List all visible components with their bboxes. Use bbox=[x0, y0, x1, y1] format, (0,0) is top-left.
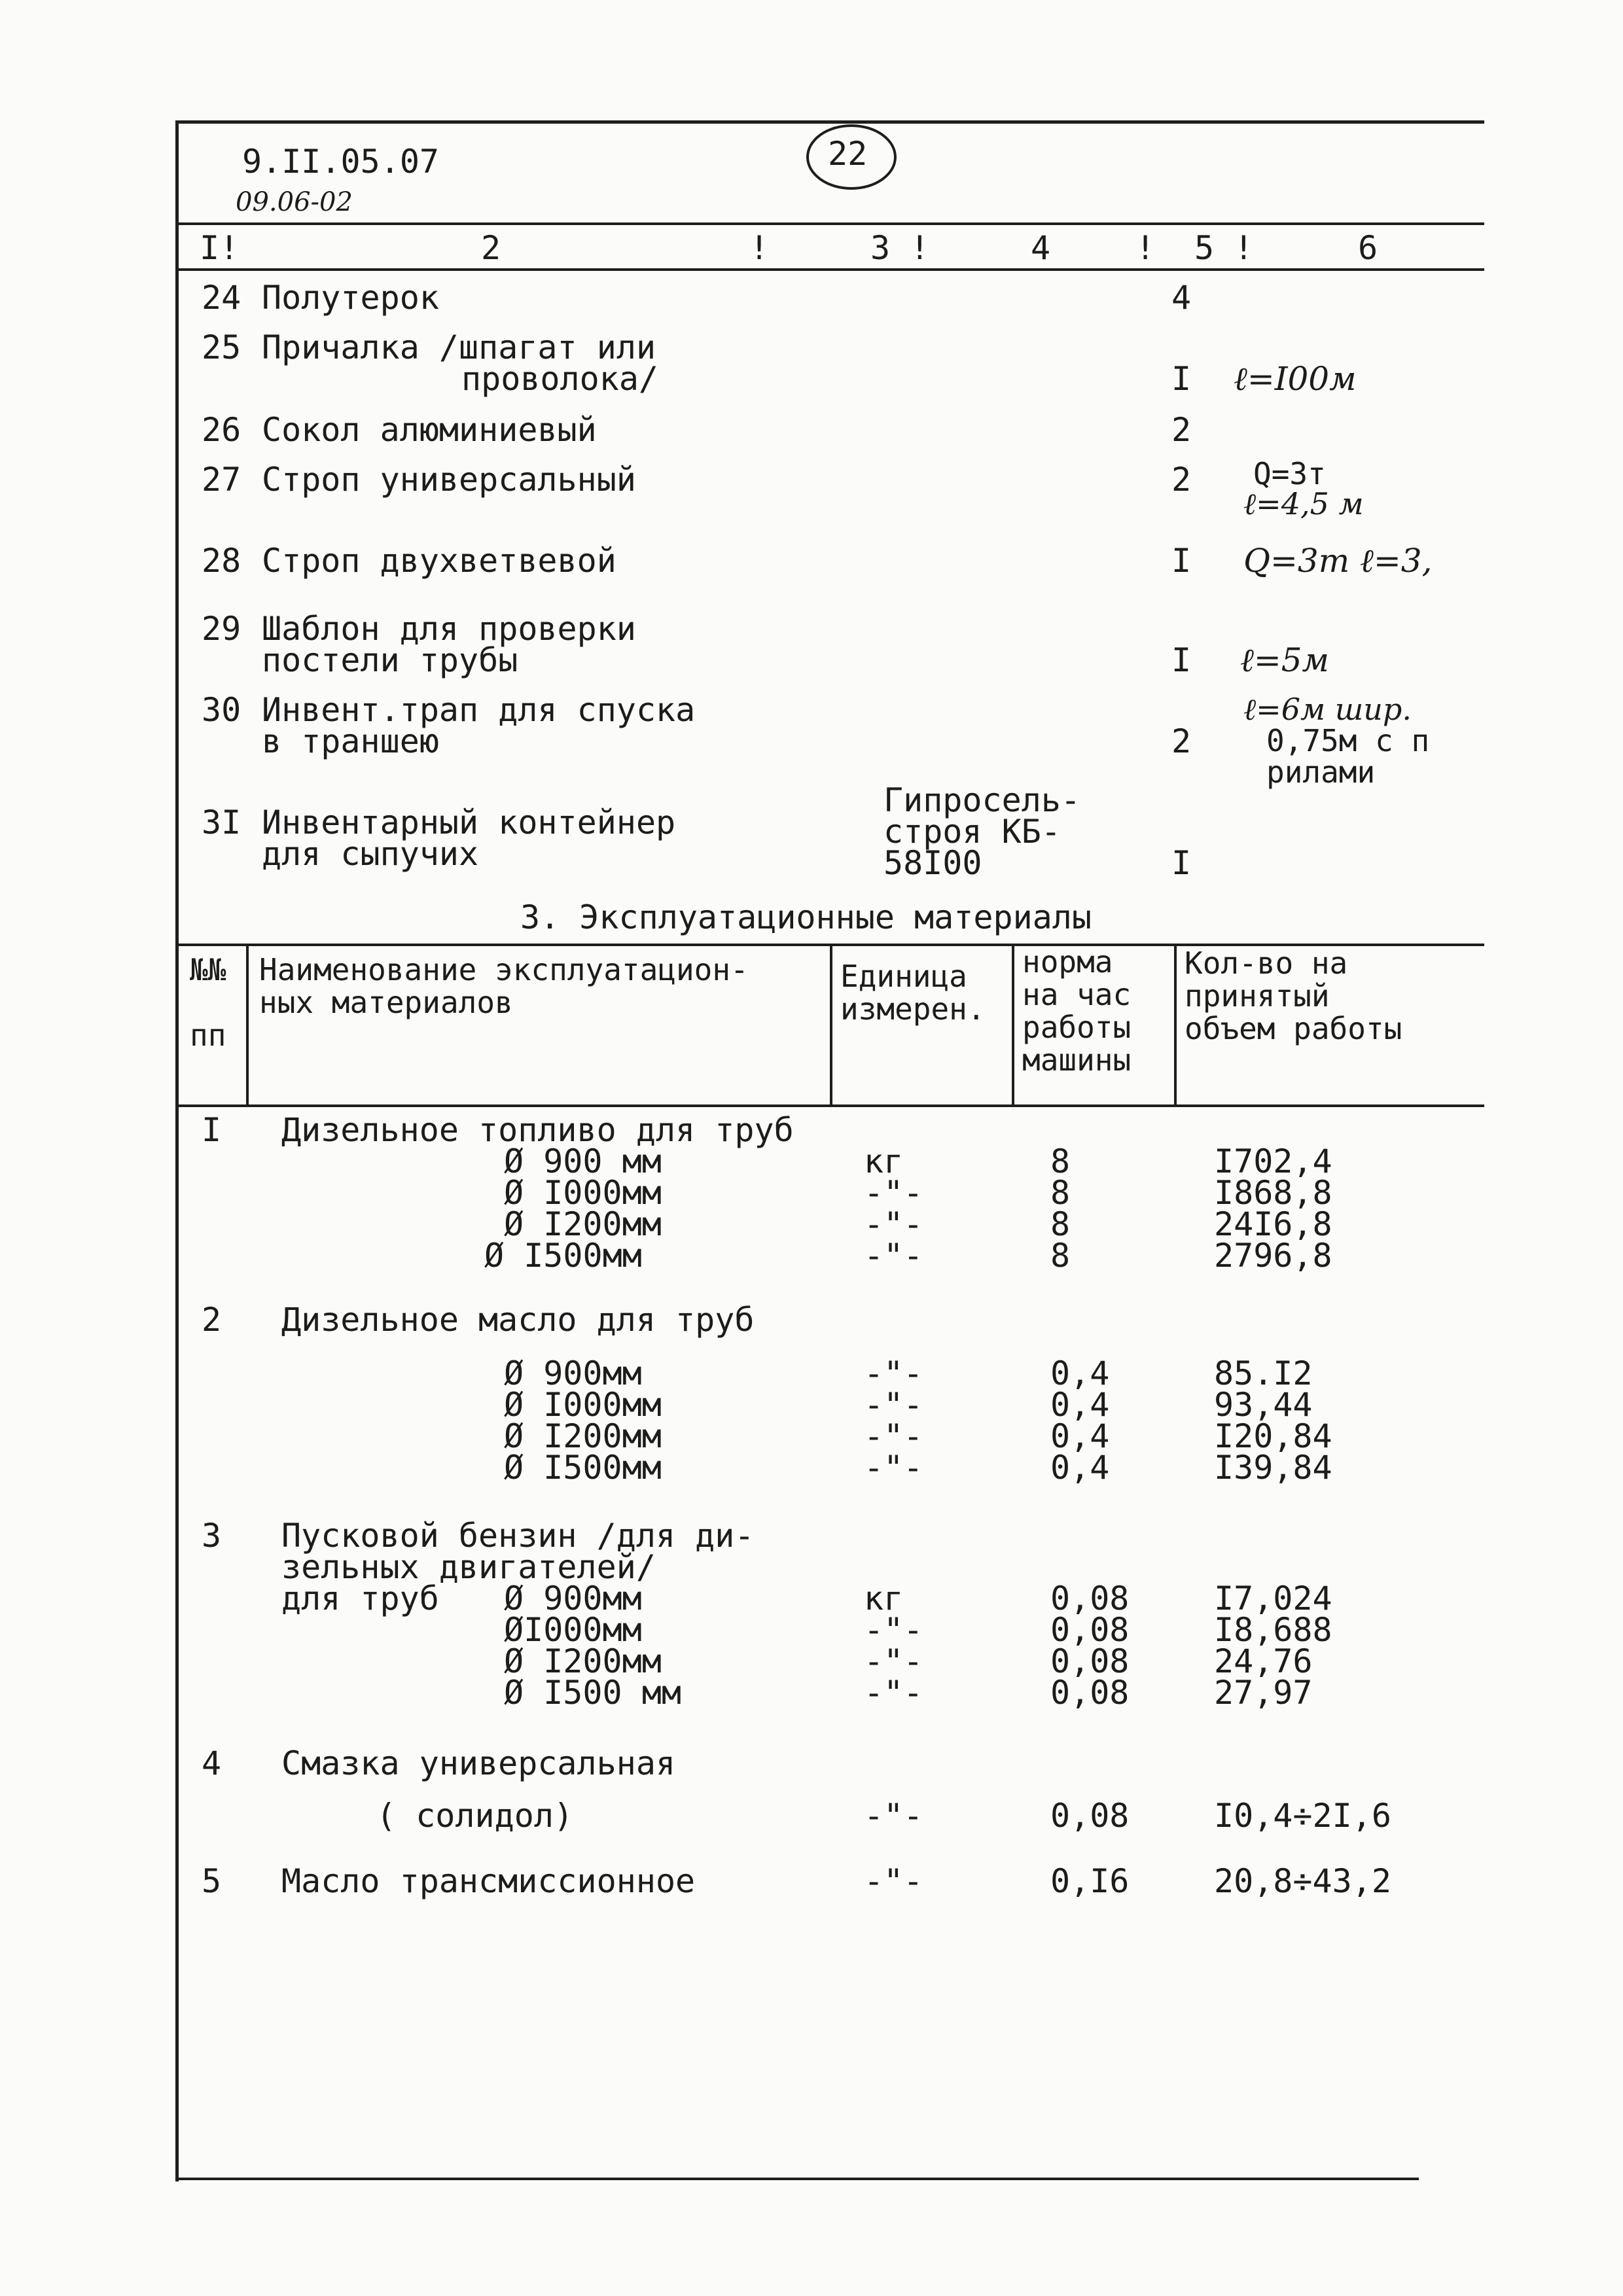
col-num-2: 2 bbox=[481, 229, 501, 267]
material-4-num: 4 bbox=[202, 1744, 222, 1782]
row-28-qty: I bbox=[1171, 542, 1192, 580]
materials-header-norm-4: машины bbox=[1022, 1042, 1132, 1078]
material-1-num: I bbox=[202, 1111, 222, 1149]
row-24-name: Полутерок bbox=[262, 279, 439, 317]
material-1-unit-4: -"- bbox=[864, 1237, 923, 1275]
row-28-num: 28 bbox=[202, 542, 241, 580]
material-2-diam-1: Ø 900мм bbox=[504, 1354, 642, 1392]
material-5-total: 20,8÷43,2 bbox=[1214, 1862, 1391, 1900]
material-2-diam-4: Ø I500мм bbox=[504, 1449, 662, 1487]
row-25-name: Причалка /шпагат или bbox=[262, 328, 656, 366]
row-24-qty: 4 bbox=[1171, 279, 1192, 317]
material-4-title-2: ( солидол) bbox=[376, 1797, 574, 1835]
material-2-total-4: I39,84 bbox=[1214, 1449, 1332, 1487]
material-1-norm-4: 8 bbox=[1050, 1237, 1071, 1275]
material-3-norm-4: 0,08 bbox=[1050, 1674, 1130, 1712]
material-2-norm-3: 0,4 bbox=[1050, 1417, 1110, 1455]
row-29-num: 29 bbox=[202, 610, 241, 648]
material-2-norm-2: 0,4 bbox=[1050, 1386, 1110, 1424]
row-27-note-1: Q=3т bbox=[1253, 456, 1326, 491]
col-num-5: 5 ! bbox=[1194, 229, 1254, 267]
row-30-name-2: в траншею bbox=[262, 722, 439, 760]
top-border bbox=[175, 120, 1484, 124]
row-28-name: Строп двухветвевой bbox=[262, 542, 616, 580]
row-29-name-2: постели трубы bbox=[262, 641, 518, 679]
material-3-total-1: I7,024 bbox=[1214, 1580, 1332, 1617]
material-3-diam-4: Ø I500 мм bbox=[504, 1674, 681, 1712]
row-29-note: ℓ=5м bbox=[1240, 641, 1329, 679]
material-1-title: Дизельное топливо для труб bbox=[281, 1111, 794, 1149]
material-1-norm-2: 8 bbox=[1050, 1174, 1071, 1212]
section-title: 3. Эксплуатационные материалы bbox=[520, 898, 1092, 936]
material-3-diam-2: ØI000мм bbox=[504, 1611, 642, 1649]
material-1-total-2: I868,8 bbox=[1214, 1174, 1332, 1212]
header-rule-2 bbox=[175, 268, 1484, 271]
materials-header-name-1: Наименование эксплуатацион- bbox=[259, 952, 749, 987]
row-25-qty: I bbox=[1171, 360, 1192, 398]
materials-header-name-2: ных материалов bbox=[259, 985, 513, 1020]
materials-header-total-3: объем работы bbox=[1185, 1011, 1402, 1046]
material-2-total-2: 93,44 bbox=[1214, 1386, 1313, 1424]
material-4-title-1: Смазка универсальная bbox=[281, 1744, 676, 1782]
row-30-num: 30 bbox=[202, 691, 241, 729]
material-1-diam-4: Ø I500мм bbox=[484, 1237, 642, 1275]
materials-col-line-2 bbox=[830, 945, 832, 1106]
material-1-total-1: I702,4 bbox=[1214, 1142, 1332, 1180]
materials-header-norm-1: норма bbox=[1022, 944, 1113, 980]
row-31-name: Инвентарный контейнер bbox=[262, 804, 676, 841]
materials-header-num-1: №№ bbox=[190, 952, 226, 987]
row-30-note-3: рилами bbox=[1266, 754, 1376, 790]
materials-col-line-4 bbox=[1174, 945, 1177, 1106]
row-30-qty: 2 bbox=[1171, 722, 1192, 760]
material-2-norm-1: 0,4 bbox=[1050, 1354, 1110, 1392]
doc-code-2: 09.06-02 bbox=[236, 187, 353, 217]
material-2-unit-1: -"- bbox=[864, 1354, 923, 1392]
material-2-diam-2: Ø I000мм bbox=[504, 1386, 662, 1424]
materials-header-unit-1: Единица bbox=[840, 959, 967, 994]
row-30-note-1: ℓ=6м шир. bbox=[1243, 692, 1412, 727]
material-3-norm-3: 0,08 bbox=[1050, 1642, 1130, 1680]
materials-header-norm-2: на час bbox=[1022, 977, 1132, 1012]
material-4-norm: 0,08 bbox=[1050, 1797, 1130, 1835]
row-31-num: 3I bbox=[202, 804, 241, 841]
material-1-diam-1: Ø 900 мм bbox=[504, 1142, 662, 1180]
row-25-name-2: проволока/ bbox=[461, 360, 659, 398]
material-1-unit-3: -"- bbox=[864, 1205, 923, 1243]
materials-header-total-2: принятый bbox=[1185, 978, 1330, 1014]
page-number: 22 bbox=[828, 135, 868, 173]
material-3-total-4: 27,97 bbox=[1214, 1674, 1313, 1712]
material-3-norm-2: 0,08 bbox=[1050, 1611, 1130, 1649]
row-26-name: Сокол алюминиевый bbox=[262, 411, 597, 449]
row-26-qty: 2 bbox=[1171, 411, 1192, 449]
material-2-title: Дизельное масло для труб bbox=[281, 1301, 755, 1339]
material-2-total-1: 85.I2 bbox=[1214, 1354, 1313, 1392]
material-3-unit-4: -"- bbox=[864, 1674, 923, 1712]
material-1-norm-1: 8 bbox=[1050, 1142, 1071, 1180]
material-5-title: Масло трансмиссионное bbox=[281, 1862, 696, 1900]
material-3-total-3: 24,76 bbox=[1214, 1642, 1313, 1680]
col-sep-2: ! bbox=[749, 229, 770, 267]
material-5-norm: 0,I6 bbox=[1050, 1862, 1130, 1900]
row-29-name: Шаблон для проверки bbox=[262, 610, 636, 648]
material-2-total-3: I20,84 bbox=[1214, 1417, 1332, 1455]
left-border bbox=[175, 120, 179, 2181]
row-27-note-2: ℓ=4,5 м bbox=[1243, 486, 1364, 521]
materials-header-num-2: пп bbox=[190, 1017, 226, 1053]
row-27-num: 27 bbox=[202, 461, 241, 499]
material-2-unit-3: -"- bbox=[864, 1417, 923, 1455]
material-2-diam-3: Ø I200мм bbox=[504, 1417, 662, 1455]
material-3-unit-2: -"- bbox=[864, 1611, 923, 1649]
row-27-name: Строп универсальный bbox=[262, 461, 636, 499]
material-5-unit: -"- bbox=[864, 1862, 923, 1900]
material-3-diam-3: Ø I200мм bbox=[504, 1642, 662, 1680]
material-3-title-1: Пусковой бензин /для ди- bbox=[281, 1517, 755, 1555]
material-3-unit-1: кг bbox=[864, 1580, 904, 1617]
row-27-qty: 2 bbox=[1171, 461, 1192, 499]
row-25-note: ℓ=I00м bbox=[1234, 360, 1357, 398]
material-2-num: 2 bbox=[202, 1301, 222, 1339]
row-31-name-2: для сыпучих bbox=[262, 835, 479, 873]
row-30-note-2: 0,75м с п bbox=[1266, 723, 1430, 758]
material-3-num: 3 bbox=[202, 1517, 222, 1555]
materials-header-unit-2: измерен. bbox=[840, 991, 986, 1027]
row-30-name: Инвент.трап для спуска bbox=[262, 691, 696, 729]
material-1-unit-2: -"- bbox=[864, 1174, 923, 1212]
materials-col-line-1 bbox=[246, 945, 249, 1106]
material-2-unit-2: -"- bbox=[864, 1386, 923, 1424]
material-1-diam-3: Ø I200мм bbox=[504, 1205, 662, 1243]
bottom-border bbox=[175, 2178, 1419, 2180]
material-1-total-4: 2796,8 bbox=[1214, 1237, 1332, 1275]
material-1-total-3: 24I6,8 bbox=[1214, 1205, 1332, 1243]
col-num-6: 6 bbox=[1358, 229, 1378, 267]
material-3-diam-1: Ø 900мм bbox=[504, 1580, 642, 1617]
row-31-type-1: Гипросель- bbox=[883, 781, 1081, 819]
material-1-diam-2: Ø I000мм bbox=[504, 1174, 662, 1212]
row-31-qty: I bbox=[1171, 844, 1192, 882]
col-num-3: 3 ! bbox=[870, 229, 930, 267]
material-5-num: 5 bbox=[202, 1862, 222, 1900]
material-2-norm-4: 0,4 bbox=[1050, 1449, 1110, 1487]
header-rule-1 bbox=[175, 222, 1484, 225]
row-24-num: 24 bbox=[202, 279, 241, 317]
material-1-unit-1: кг bbox=[864, 1142, 904, 1180]
material-4-total: I0,4÷2I,6 bbox=[1214, 1797, 1391, 1835]
row-29-qty: I bbox=[1171, 641, 1192, 679]
material-3-title-2: зельных двигателей/ bbox=[281, 1548, 656, 1586]
doc-code: 9.II.05.07 bbox=[242, 143, 440, 181]
row-31-type-3: 58I00 bbox=[883, 844, 982, 882]
material-3-prefix: для труб bbox=[281, 1580, 439, 1617]
col-sep-4: ! bbox=[1135, 229, 1156, 267]
materials-col-line-3 bbox=[1012, 945, 1014, 1106]
material-4-unit: -"- bbox=[864, 1797, 923, 1835]
row-26-num: 26 bbox=[202, 411, 241, 449]
materials-header-total-1: Кол-во на bbox=[1185, 945, 1348, 981]
col-num-1: I! bbox=[200, 229, 240, 267]
materials-header-norm-3: работы bbox=[1022, 1010, 1132, 1045]
material-2-unit-4: -"- bbox=[864, 1449, 923, 1487]
row-31-type-2: строя КБ- bbox=[883, 813, 1061, 851]
material-3-total-2: I8,688 bbox=[1214, 1611, 1332, 1649]
material-1-norm-3: 8 bbox=[1050, 1205, 1071, 1243]
col-num-4: 4 bbox=[1031, 229, 1051, 267]
row-25-num: 25 bbox=[202, 328, 241, 366]
material-3-norm-1: 0,08 bbox=[1050, 1580, 1130, 1617]
row-28-note: Q=3т ℓ=3, bbox=[1243, 542, 1433, 580]
material-3-unit-3: -"- bbox=[864, 1642, 923, 1680]
